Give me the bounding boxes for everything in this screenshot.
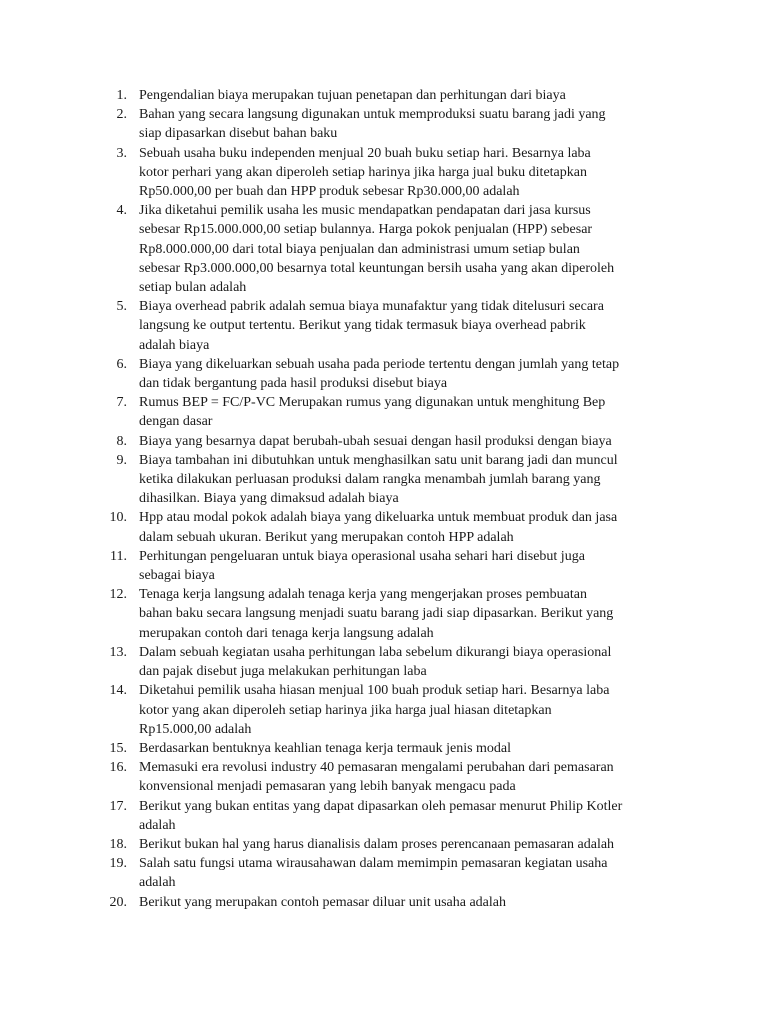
question-item xyxy=(0,797,768,835)
question-number: 17. xyxy=(109,798,127,814)
question-text-line: Rp8.000.000,00 dari total biaya penjualan dan administrasi umum setiap bulan xyxy=(139,241,580,257)
question-text-line: Jika diketahui pemilik usaha les music mendapatkan pendapatan dari jasa kursus xyxy=(139,203,591,219)
question-text-line: Pengendalian biaya merupakan tujuan penetapan dan perhitungan dari biaya xyxy=(139,88,566,103)
question-text-line: adalah xyxy=(139,875,176,891)
question-text-line: bahan baku secara langsung menjadi suatu barang jadi siap dipasarkan. Berikut yang xyxy=(139,606,614,622)
question-number: 6. xyxy=(116,356,127,372)
question-list xyxy=(0,86,768,912)
question-text-line: Berdasarkan bentuknya keahlian tenaga kerja termauk jenis modal xyxy=(139,740,512,756)
question-number: 14. xyxy=(109,683,127,699)
question-text-line: Berikut bukan hal yang harus dianalisis dalam proses perencanaan pemasaran adalah xyxy=(139,836,615,852)
question-text-line: dengan dasar xyxy=(139,414,213,430)
question-item xyxy=(0,681,768,739)
question-number: 3. xyxy=(116,145,127,161)
question-item xyxy=(0,547,768,585)
question-text-line: Memasuki era revolusi industry 40 pemasaran mengalami perubahan dari pemasaran xyxy=(139,760,614,776)
question-number: 5. xyxy=(116,299,127,315)
question-item xyxy=(0,144,768,202)
question-text-line: dan pajak disebut juga melakukan perhitungan laba xyxy=(139,664,427,680)
question-item xyxy=(0,758,768,796)
question-text-line: Dalam sebuah kegiatan usaha perhitungan laba sebelum dikurangi biaya operasional xyxy=(139,644,612,660)
question-text-line: sebesar Rp15.000.000,00 setiap bulannya. Harga pokok penjualan (HPP) sebesar xyxy=(139,222,593,238)
question-item xyxy=(0,854,768,892)
question-text-line: Biaya tambahan ini dibutuhkan untuk menghasilkan satu unit barang jadi dan muncul xyxy=(139,452,618,468)
question-number: 2. xyxy=(116,107,127,123)
question-number: 13. xyxy=(109,644,127,660)
question-text-line: dalam sebuah ukuran. Berikut yang merupakan contoh HPP adalah xyxy=(139,529,514,545)
question-number: 10. xyxy=(109,510,127,526)
question-text-line: merupakan contoh dari tenaga kerja langsung adalah xyxy=(139,625,434,641)
question-text-line: Berikut yang bukan entitas yang dapat dipasarkan oleh pemasar menurut Philip Kotler xyxy=(139,798,623,814)
question-number: 16. xyxy=(109,760,127,776)
question-number: 20. xyxy=(109,894,127,910)
question-text-line: kotor yang akan diperoleh setiap harinya jika harga jual hiasan ditetapkan xyxy=(139,702,552,718)
question-item xyxy=(0,585,768,643)
question-text-line: langsung ke output tertentu. Berikut yang tidak termasuk biaya overhead pabrik xyxy=(139,318,586,334)
question-number: 7. xyxy=(116,395,127,411)
question-number: 12. xyxy=(109,587,127,603)
question-text-line: sebagai biaya xyxy=(139,568,215,584)
question-text-line: sebesar Rp3.000.000,00 besarnya total keuntungan bersih usaha yang akan diperoleh xyxy=(139,260,615,276)
question-item xyxy=(0,393,768,431)
question-number: 1. xyxy=(116,88,127,103)
question-number: 8. xyxy=(116,433,127,449)
question-text-line: Salah satu fungsi utama wirausahawan dalam memimpin pemasaran kegiatan usaha xyxy=(139,856,608,872)
question-item xyxy=(0,893,768,912)
question-text-line: Hpp atau modal pokok adalah biaya yang dikeluarka untuk membuat produk dan jasa xyxy=(139,510,618,526)
question-number: 19. xyxy=(109,856,127,872)
question-text-line: Bahan yang secara langsung digunakan untuk memproduksi suatu barang jadi yang xyxy=(139,107,606,123)
question-text-line: dihasilkan. Biaya yang dimaksud adalah biaya xyxy=(139,491,399,507)
question-text-line: setiap bulan adalah xyxy=(139,280,247,296)
question-text-line: kotor perhari yang akan diperoleh setiap harinya jika harga jual buku ditetapkan xyxy=(139,164,587,180)
question-item xyxy=(0,355,768,393)
question-number: 9. xyxy=(116,452,127,468)
question-text-line: Sebuah usaha buku independen menjual 20 buah buku setiap hari. Besarnya laba xyxy=(139,145,591,161)
question-text-line: siap dipasarkan disebut bahan baku xyxy=(139,126,338,142)
question-text-line: Rp50.000,00 per buah dan HPP produk sebesar Rp30.000,00 adalah xyxy=(139,184,520,200)
question-text-line: Biaya yang besarnya dapat berubah-ubah sesuai dengan hasil produksi dengan biaya xyxy=(139,433,612,449)
question-text-line: Rp15.000,00 adalah xyxy=(139,721,252,737)
question-text-line: Rumus BEP = FC/P-VC Merupakan rumus yang digunakan untuk menghitung Bep xyxy=(139,395,606,411)
question-item xyxy=(0,297,768,355)
question-text-line: ketika dilakukan perluasan produksi dalam rangka menambah jumlah barang yang xyxy=(139,472,601,488)
question-text-line: Diketahui pemilik usaha hiasan menjual 100 buah produk setiap hari. Besarnya laba xyxy=(139,683,610,699)
question-text-line: adalah xyxy=(139,817,176,833)
question-item xyxy=(0,432,768,451)
question-number: 18. xyxy=(109,836,127,852)
question-item xyxy=(0,508,768,546)
question-text-line: adalah biaya xyxy=(139,337,210,353)
question-number: 15. xyxy=(109,740,127,756)
question-number: 11. xyxy=(110,548,127,564)
question-text-line: Tenaga kerja langsung adalah tenaga kerja yang mengerjakan proses pembuatan xyxy=(139,587,587,603)
question-text-line: dan tidak bergantung pada hasil produksi disebut biaya xyxy=(139,376,448,392)
question-text-line: Biaya yang dikeluarkan sebuah usaha pada periode tertentu dengan jumlah yang tetap xyxy=(139,356,620,372)
question-text-line: Berikut yang merupakan contoh pemasar diluar unit usaha adalah xyxy=(139,894,506,910)
question-item xyxy=(0,643,768,681)
question-text-line: konvensional menjadi pemasaran yang lebih banyak mengacu pada xyxy=(139,779,516,795)
question-text-line: Biaya overhead pabrik adalah semua biaya munafaktur yang tidak ditelusuri secara xyxy=(139,299,604,315)
question-item xyxy=(0,201,768,297)
question-item xyxy=(0,86,768,105)
question-item xyxy=(0,451,768,509)
question-number: 4. xyxy=(116,203,127,219)
question-item xyxy=(0,105,768,143)
question-item xyxy=(0,739,768,758)
question-text-line: Perhitungan pengeluaran untuk biaya operasional usaha sehari hari disebut juga xyxy=(139,548,585,564)
question-item xyxy=(0,835,768,854)
